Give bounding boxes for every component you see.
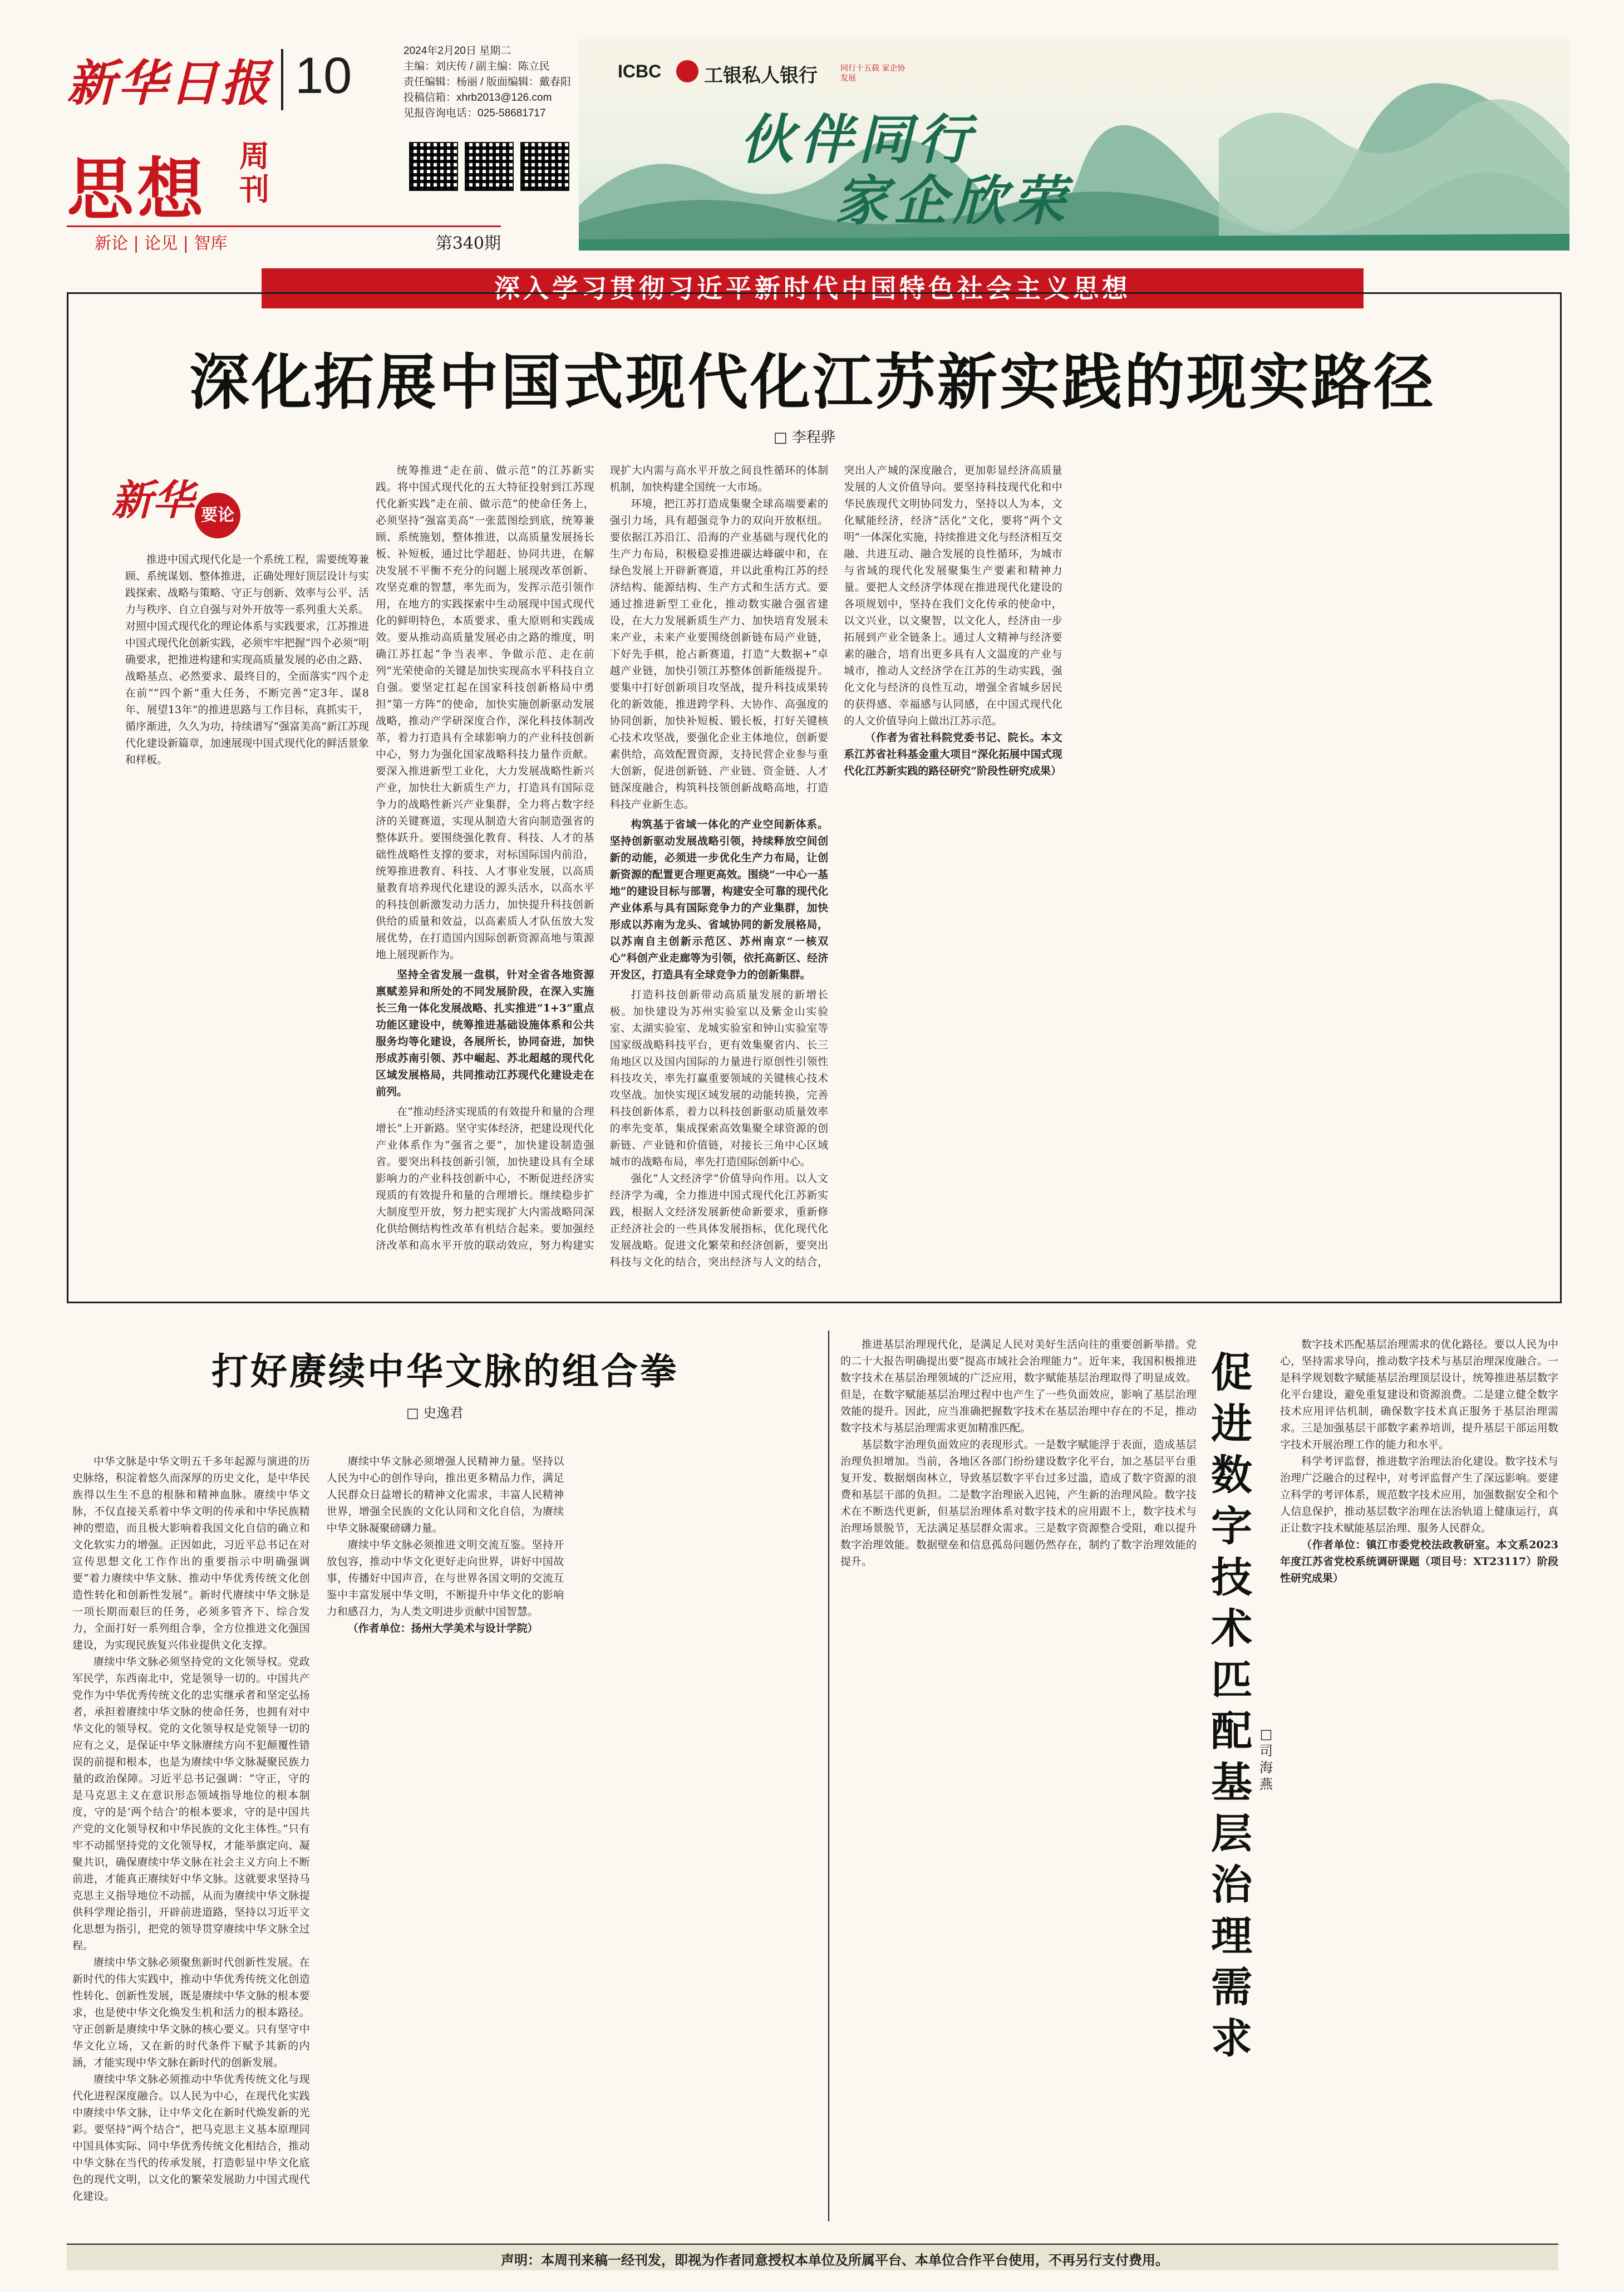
article2-paragraph: 赓续中华文脉必须增强人民精神力量。坚持以人民为中心的创作导向，推出更多精品力作，满足人民群众日益增长的精神文化需求，丰富人民精神世界，增强全民族的文化认同和文化自信，为赓续中华文脉凝聚磅礴力量。 xyxy=(326,1455,564,1534)
article2-paragraph: 赓续中华文脉必须推动中华优秀传统文化与现代化进程深度融合。以人民为中心，在现代化实践中赓续中华文脉，让中华文化在新时代焕发新的光彩。要坚持“两个结合”，把马克思主义基本原理同中国具体实际、同中华优秀传统文化相结合，推动中华文脉在当代的传承发展，打造彰显中华文化底色的现代文明，以文化的繁荣发展助力中国式现代化建设。 xyxy=(72,2073,310,2202)
article1-body-cols xyxy=(376,462,1531,1282)
article2-title: 打好赓续中华文脉的组合拳 xyxy=(211,1349,679,1393)
article1-title: 深化拓展中国式现代化江苏新实践的现实路径 xyxy=(189,347,1436,418)
slogan-line2: 家企欣荣 xyxy=(835,169,1071,232)
strap-title-text: 深入学习贯彻习近平新时代中国特色社会主义思想 xyxy=(494,273,1131,303)
editors-line2: 责任编辑：杨丽 / 版面编辑：戴春阳 xyxy=(403,76,571,88)
footer-statement: 声明：本周刊来稿一经刊发，即视为作者同意授权本单位及所属平台、本单位合作平台使用，不再另行支付费用。 xyxy=(501,2252,1169,2268)
qr-code-1 xyxy=(409,142,458,191)
column-label-a: 新华 xyxy=(111,477,194,524)
masthead-divider xyxy=(281,49,283,110)
article1-paragraph: 打造科技创新带动高质量发展的新增长极。加快建设为苏州实验室以及紫金山实验室、太湖实验室、龙城实验室和钟山实验室等国家级战略科技平台，更有效集聚省内、长三角地区以及国内国际的力量进行原创性引领性科技攻关，率先打赢重要领域的关键核心技术攻坚战。加快实现区域发展的动能转换，完善科技创新体系，着力以科技创新驱动质量效率的率先变革，集成探索高效集聚全球资源的创新链、产业链和价值链，对接长三角中心区域城市的战略布局，率先打造国际创新中心。 xyxy=(609,989,829,1168)
article2-paragraph: 中华文脉是中华文明五千多年起源与演进的历史脉络，积淀着悠久而深厚的历史文化，是中华民族得以生生不息的根脉和精神血脉。赓续中华文脉，不仅直接关系着中华文明的传承和中华民族精神的塑造，而且极大影响着我国文化自信的确立和文化软实力的增强。正因如此，习近平总书记在对宣传思想文化工作作出的重要指示中明确强调要“着力赓续中华文脉、推动中华优秀传统文化创造性转化和创新性发展”。新时代赓续中华文脉是一项长期而艰巨的任务，必须多管齐下、综合发力，全面打好一系列组合拳，全方位推进文化强国建设，为实现民族复兴伟业提供文化支撑。 xyxy=(72,1455,310,1651)
article1-paragraph: 强化“人文经济学”价值导向作用。以人文经济学为魂，全力推进中国式现代化江苏新实践，根据人文经济发展新使命新要求，重新修正经济社会的一些具体发展指标，优化现代化发展战略。促进文化繁荣和经济创新，要突出科技与文化的结合，突出经济与人文的结合，突出人产城的深度融合，更加彰显经济高质量发展的人文价值导向。要坚持科技现代化和中华民族现代文明协同发力，坚持以人为本，文化赋能经济，经济“活化”文化，要将“两个文明”一体深化实施，持续推进文化与经济相互交融、共进互动、融合发展的良性循环，为城市与省域的现代化发展聚集生产要素和精神力量。要把人文经济学体现在推进现代化建设的各项规划中，坚持在我们文化传承的使命中，以文兴业，以文聚智，以文化人，经济由一步拓展到产业全链条上。通过人文精神与经济要素的融合，培育出更多具有人文温度的产业与城市，推动人文经济学在江苏的生动实践，强化文化与经济的良性互动，增强全省城乡居民的获得感、幸福感与认同感，在中国式现代化的人文价值导向上做出江苏示范。 xyxy=(609,464,1062,1268)
masthead-info xyxy=(403,43,571,121)
article1-paragraph: 环境，把江苏打造成集聚全球高端要素的强引力场，具有超强竞争力的双向开放枢纽。要依据江苏沿江、沿海的产业基础与现代化的生产力布局，积极稳妥推进碳达峰碳中和，在绿色发展上开辟新赛道，并以此重构江苏的经济结构、能源结构、生产方式和生活方式。要通过推进新型工业化，推动数实融合强省建设，在大力发展新质生产力、加快培育发展未来产业，未来产业要围绕创新链布局产业链，下好先手棋，抢占新赛道，打造“大数据+”卓越产业链，加快引领江苏整体创新能级提升。要集中打好创新项目攻坚战，提升科技成果转化的新效能，推进跨学科、大协作、高强度的协同创新，加快补短板、锻长板，打好关键核心技术攻坚战，要强化企业主体地位，创新要素供给，高效配置资源，支持民营企业参与重大创新，促进创新链、产业链、资金链、人才链深度融合，构筑科技领创新战略高地，打造科技产业新生态。 xyxy=(609,498,829,811)
bank-logo-icon xyxy=(676,60,698,82)
section-title xyxy=(67,136,207,232)
article2-paragraph: 赓续中华文脉必须坚持党的文化领导权。党政军民学，东西南北中，党是领导一切的。中国共产党作为中华优秀传统文化的忠实继承者和坚定弘扬者，承担着赓续中华文脉的使命任务，也拥有对中华文化的领导权。党的文化领导权是党领导一切的应有之义，是保证中华文脉赓续方向不犯颠覆性错误的前提和根本，也是为赓续中华文脉凝聚民族力量的政治保障。习近平总书记强调：“守正，守的是马克思主义在意识形态领域指导地位的根本制度，守的是‘两个结合’的根本要求，守的是中国共产党的文化领导权和中华民族的文化主体性。”只有牢不动摇坚持党的文化领导权，才能举旗定向、凝聚共识，确保赓续中华文脉在社会主义方向上不断前进，才能真正赓续好中华文脉。这就要求坚持马克思主义指导地位不动摇，从而为赓续中华文脉提供科学理论指引，开辟前进道路，坚持以习近平文化思想为指引，把党的领导贯穿赓续中华文脉全过程。 xyxy=(72,1656,310,1952)
date-line: 2024年2月20日 星期二 xyxy=(403,45,511,57)
article3-paragraph: 数字技术匹配基层治理需求的优化路径。要以人民为中心，坚持需求导向，推动数字技术与基层治理深度融合。一是科学规划数字赋能基层治理顶层设计，统筹推进基层数字化平台建设，避免重复建设和资源浪费。二是建立健全数字技术应用评估机制，确保数字技术真正服务于基层治理需求。三是加强基层干部数字素养培训，提升基层干部运用数字技术开展治理工作的能力和水平。 xyxy=(1280,1338,1558,1451)
article1-author: □ 李程骅 xyxy=(774,429,835,446)
paper-name-logo: 新华日报 xyxy=(67,54,272,112)
article2-author-note: （作者单位：扬州大学美术与设计学院） xyxy=(347,1622,538,1635)
column-badge xyxy=(111,468,278,540)
section-name-b: 周刊 xyxy=(239,138,269,207)
article3-body-right xyxy=(1280,1336,1558,2221)
phone-line: 见报咨询电话：025-58681717 xyxy=(403,107,546,119)
article1-subhead: 坚持全省发展一盘棋，针对全省各地资源禀赋差异和所处的不同发展阶段，在深入实施长三角一体化发展战略、扎实推进“1+3”重点功能区建设中，统筹推进基础设施体系和公共服务均等化建设，各展所长，协同奋进，加快形成苏南引领、苏中崛起、苏北超越的现代化区域发展格局，共同推动江苏现代化建设走在前列。 xyxy=(376,969,594,1098)
email-line: 投稿信箱：xhrb2013@126.com xyxy=(403,92,552,104)
article3-paragraph: 基层数字治理负面效应的表现形式。一是数字赋能浮于表面，造成基层治理负担增加。当前，各地区各部门纷纷建设数字化平台，加之基层平台重复开发、数据烟囱林立，导致基层数字平台过多过滥，造成了数字资源的浪费和基层干部的负担。二是数字治理嵌入迟钝，产生新的治理风险。数字技术在不断迭代更新，但基层治理体系对数字技术的应用跟不上，数字技术与治理场景脱节，无法满足基层群众需求。三是数字资源整合受阻，难以提升数字治理效能。数据壁垒和信息孤岛问题仍然存在，制约了数字治理效能的提升。 xyxy=(840,1439,1197,1568)
qr-code-2 xyxy=(465,142,514,191)
article3-paragraph: 科学考评监督，推进数字治理法治化建设。数字技术与治理广泛融合的过程中，对考评监督产生了深远影响。要建立科学的考评体系，规范数字技术应用，加强数据安全和个人信息保护，推动基层数字治理在法治轨道上健康运行，真正让数字技术赋能基层治理、服务人民群众。 xyxy=(1280,1455,1558,1534)
article2-body xyxy=(72,1453,818,2219)
banner-ad xyxy=(579,39,1569,251)
article2-paragraph: 赓续中华文脉必须推进文明交流互鉴。坚持开放包容，推动中华文化更好走向世界，讲好中国故事，传播好中国声音，在与世界各国文明的交流互鉴中丰富发展中华文明，不断提升中华文化的影响力和感召力，为人类文明进步贡献中国智慧。 xyxy=(326,1539,564,1618)
slogan-line1: 伙伴同行 xyxy=(740,108,976,171)
article1-paragraph: 推进中国式现代化是一个系统工程，需要统筹兼顾、系统谋划、整体推进，正确处理好顶层设计与实践探索、战略与策略、守正与创新、效率与公平、活力与秩序、自立自强与对外开放等一系列重大关系。对照中国式现代化的理论体系与实践要求，江苏推进中国式现代化创新实践，必须牢牢把握“四个必须”明确要求，把推进构建和实现高质量发展的必由之路、战略基点、必然要求、最终目的，全面落实“四个走在前”“四个新”重大任务，不断完善“定3年、谋8年、展望13年”的推进思路与工作目标，真抓实干，循序渐进，久久为功，持续谱写“强富美高”新江苏现代化建设新篇章，加速展现中国式现代化的鲜活景象和样板。 xyxy=(125,553,369,766)
bank-name: 工银私人银行 xyxy=(704,65,818,86)
article3-paragraph: 推进基层治理现代化，是满足人民对美好生活向往的重要创新举措。党的二十大报告明确提出要“提高市域社会治理能力”。近年来，我国积极推进数字技术在基层治理领域的广泛应用，数字赋能基层治理取得了明显成效。但是，在数字赋能基层治理过程中也产生了一些负面效应，影响了基层治理效能的提升。因此，应当准确把握数字技术在基层治理中存在的不足，推动数字技术与基层治理需求更加精准匹配。 xyxy=(840,1338,1197,1434)
article3-author: □ 司海燕 xyxy=(1259,1726,1273,1792)
article1-paragraph: 统筹推进“走在前、做示范”的江苏新实践。将中国式现代化的五大特征投射到江苏现代化新实践“走在前、做示范”的使命任务上，必须坚持“强富美高”一张蓝图绘到底，统筹兼顾、系统施划，整体推进，以高质量发展扬长板、补短板，通过比学超赶、协同共进，在解决发展不平衡不充分的问题上展现改革创新、攻坚克难的智慧，率先而为，发挥示范引领作用，在地方的实践探索中生动展现中国式现代化的鲜明特色，本质要求、重大原则和实践成效。要从推动高质量发展必由之路的维度，明确江苏扛起“争当表率、争做示范、走在前列”光荣使命的关键是加快实现高水平科技自立自强。要坚定扛起在国家科技创新格局中勇担“第一方阵”的使命，加快实施创新驱动发展战略，推动产学研深度合作，深化科技体制改革，着力打造具有全球影响力的产业科技创新中心，努力为强化国家战略科技力量作贡献。要深入推进新型工业化，大力发展战略性新兴产业，加快壮大新质生产力，打造具有国际竞争力的战略性新兴产业集群，全力将占数字经济的关键赛道，实现从制造大省向制造强省的整体跃升。要围绕强化教育、科技、人才的基础性战略性支撑的要求，对标国际国内前沿，统筹推进教育、科技、人才事业发展，以高质量教育培养现代化建设的源头活水，以高水平的科技创新激发动力活力，加快提升科技创新供给的质量和效益，以高素质人才队伍放大发展优势，在打造国内国际创新资源高地与策源地上展现新作为。 xyxy=(376,464,594,961)
article1-body xyxy=(125,551,369,1280)
footer-bar xyxy=(67,2244,1558,2270)
issue-number: 第340期 xyxy=(435,234,501,253)
page-number: 10 xyxy=(295,47,352,104)
section-name-a: 思想 xyxy=(67,150,207,229)
article2-paragraph: 赓续中华文脉必须聚焦新时代创新性发展。在新时代的伟大实践中，推动中华优秀传统文化创造性转化、创新性发展，既是赓续中华文脉的根本要求，也是使中华文化焕发生机和活力的根本路径。守正创新是赓续中华文脉的核心要义。只有坚守中华文化立场，又在新的时代条件下赋予其新的内涵，才能实现中华文脉在新时代的创新发展。 xyxy=(72,1956,310,2069)
article3-author-note: （作者单位：镇江市委党校法政教研室。本文系2023年度江苏省党校系统调研课题（项目号：XT23117）阶段性研究成果） xyxy=(1280,1539,1558,1584)
section-tabs-bar xyxy=(67,225,501,252)
article2-author: □ 史逸君 xyxy=(406,1405,464,1421)
article3-title: 促进数字技术匹配基层治理需求 xyxy=(1211,1349,1252,2063)
bank-brand: ICBC xyxy=(618,61,662,81)
column-divider xyxy=(828,1331,829,2221)
article1-author-note: （作者为省社科院党委书记、院长。本文系江苏省社科基金重大项目“深化拓展中国式现代化江苏新实践的路径研究”阶段性研究成果） xyxy=(844,732,1062,777)
section-tabs: 新论 | 论见 | 智库 xyxy=(95,234,228,253)
article1-paragraph: 在“推动经济实现质的有效提升和量的合理增长”上开新路。坚守实体经济，把建设现代化产业体系作为“强省之要”，加快建设制造强省。要突出科技创新引领，加快建设具有全球影响力的产业科技创新中心，不断促进经济实现质的有效提升和量的合理增长。继续稳步扩大制度型开放，努力把实现扩大内需战略同深化供给侧结构性改革有机结合起来。要加强经济改革和高水平开放的联动效应，努力构建实现扩大内需与高水平开放之间良性循环的体制机制，加快构建全国统一大市场。 xyxy=(376,464,829,1251)
partner-text: 同行十五载 家企协发展 xyxy=(840,64,905,83)
article1-subhead: 构筑基于省域一体化的产业空间新体系。坚持创新驱动发展战略引领，持续释放空间创新的动能，必须进一步优化生产力布局，让创新资源的配置更合理更高效。围绕“一中心一基地”的建设目标与部署，构建安全可靠的现代化产业体系与具有国际竞争力的产业集群，加快形成以苏南为龙头、省域协同的新发展格局，以苏南自主创新示范区、苏州南京“一核双心”科创产业走廊等为引领，依托高新区、经济开发区，打造具有全球竞争力的创新集群。 xyxy=(609,818,829,981)
article3-body-left xyxy=(840,1336,1197,2221)
column-label-b: 要论 xyxy=(195,493,240,538)
qr-code-3 xyxy=(520,142,569,191)
editors-line1: 主编：刘庆传 / 副主编：陈立民 xyxy=(403,61,550,72)
